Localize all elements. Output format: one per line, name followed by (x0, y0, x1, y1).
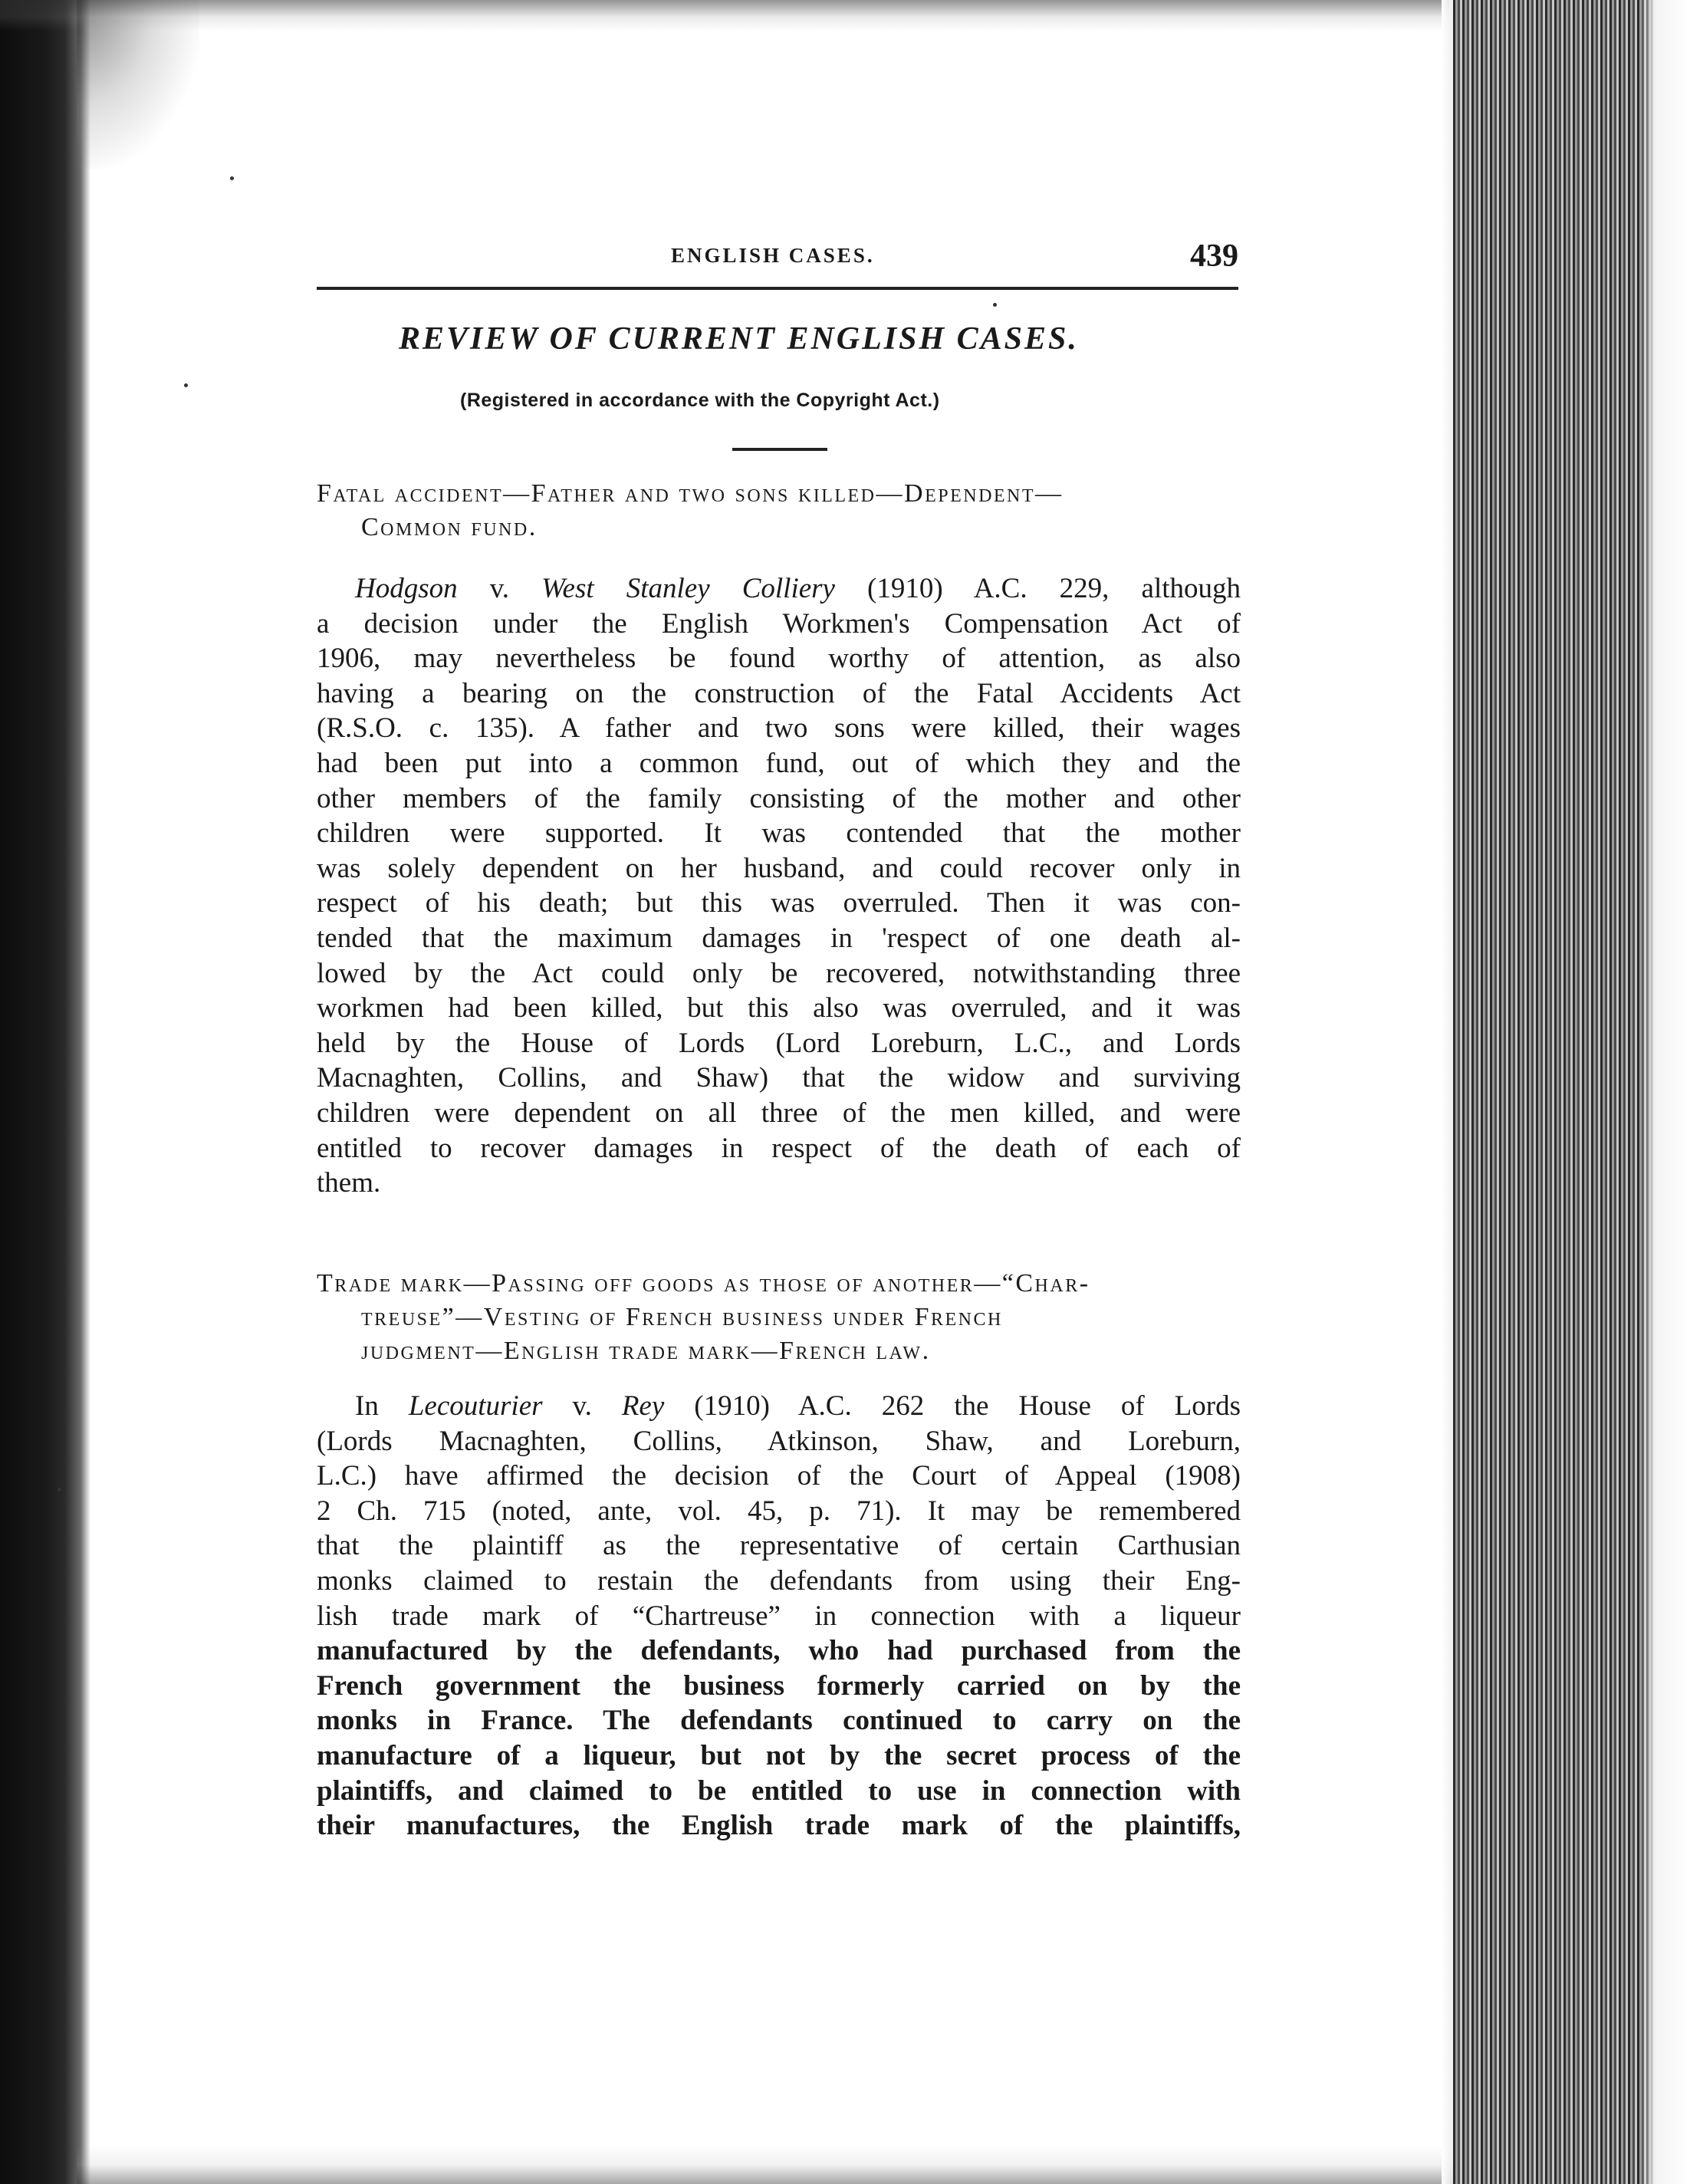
paragraph-line: manufacture of a liqueur, but not by the secret process of the (317, 1739, 1241, 1771)
heading-line: Common fund. (361, 513, 538, 541)
paragraph-line: them. (317, 1167, 381, 1199)
paragraph-line: plaintiffs, and claimed to be entitled to use in connection with (317, 1774, 1241, 1807)
heading-line: Fatal accident—Father and two sons killed—Dependent— (317, 479, 1064, 508)
paragraph-line: having a bearing on the construction of the Fatal Accidents Act (317, 677, 1241, 709)
heading-line: Trade mark—Passing off goods as those of another—“Char- (317, 1269, 1090, 1298)
paragraph-line: was solely dependent on her husband, and could recover only in (317, 852, 1241, 884)
paragraph-line: lowed by the Act could only be recovered, notwithstanding three (317, 957, 1241, 989)
case-party: Rey (621, 1390, 665, 1422)
paragraph-line: that the plaintiff as the representative of certain Carthusian (317, 1530, 1241, 1562)
case-citation: (1910) A.C. 229, (834, 573, 1142, 604)
section-title: REVIEW OF CURRENT ENGLISH CASES. (399, 321, 1079, 357)
short-divider (732, 448, 827, 451)
case-party: Lecouturier (408, 1390, 543, 1422)
paragraph-line: monks claimed to restain the defendants from using their Eng- (317, 1564, 1241, 1597)
heading-line: treuse”—Vesting of French business under French (361, 1303, 1003, 1331)
paragraph-line: Macnaghten, Collins, and Shaw) that the widow and surviving (317, 1062, 1241, 1094)
paragraph-text: although (1141, 573, 1241, 604)
paragraph-line: had been put into a common fund, out of which they and the (317, 747, 1241, 779)
paragraph-line: manufactured by the defendants, who had purchased from the (317, 1635, 1241, 1667)
paragraph-line: tended that the maximum damages in 'respect of one death al- (317, 922, 1241, 954)
paragraph-line: held by the House of Lords (Lord Loreburn, L.C., and Lords (317, 1027, 1241, 1059)
paragraph-line: (R.S.O. c. 135). A father and two sons were killed, their wages (317, 712, 1241, 745)
copyright-note: (Registered in accordance with the Copyright Act.) (460, 390, 940, 411)
paragraph-line: (Lords Macnaghten, Collins, Atkinson, Shaw, and Loreburn, (317, 1425, 1241, 1457)
paragraph-line: children were dependent on all three of the men killed, and were (317, 1097, 1241, 1129)
case-citation: (1910) A.C. 262 the House of Lords (664, 1390, 1241, 1422)
paragraph-line: workmen had been killed, but this also was overruled, and it was (317, 992, 1241, 1025)
case-versus: v. (542, 1390, 622, 1422)
paragraph-line: other members of the family consisting of the mother and other (317, 782, 1241, 814)
paragraph-line: L.C.) have affirmed the decision of the Court of Appeal (1908) (317, 1460, 1241, 1492)
paragraph-line: French government the business formerly carried on by the (317, 1669, 1241, 1702)
case-paragraph (317, 1389, 1241, 1844)
paragraph-line: monks in France. The defendants continued to carry on the (317, 1705, 1241, 1737)
case-heading (317, 477, 1244, 544)
paragraph-text: In (355, 1390, 409, 1422)
heading-line: judgment—English trade mark—French law. (361, 1337, 931, 1365)
case-party: West Stanley Colliery (541, 573, 835, 604)
paragraph-line: 2 Ch. 715 (noted, ante, vol. 45, p. 71). It may be remembered (317, 1495, 1241, 1527)
paragraph-line (317, 571, 1241, 607)
paragraph-line: lish trade mark of “Chartreuse” in connection with a liqueur (317, 1600, 1241, 1632)
paragraph-line: entitled to recover damages in respect of the death of each of (317, 1132, 1241, 1164)
case-paragraph (317, 571, 1241, 1201)
header-rule (317, 287, 1238, 290)
running-head (314, 238, 1238, 276)
paragraph-line: respect of his death; but this was overruled. Then it was con- (317, 887, 1241, 919)
case-heading (317, 1267, 1244, 1368)
case-party: Hodgson (355, 573, 458, 604)
case-versus: v. (457, 573, 542, 604)
page-number: 439 (1190, 238, 1238, 274)
paragraph-line: 1906, may nevertheless be found worthy of attention, as also (317, 643, 1241, 675)
paragraph-line (317, 1389, 1241, 1424)
paragraph-line: a decision under the English Workmen's Compensation Act of (317, 607, 1241, 640)
running-title: ENGLISH CASES. (671, 244, 875, 267)
paragraph-line: their manufactures, the English trade mark of the plaintiffs, (317, 1810, 1241, 1842)
paragraph-line: children were supported. It was contended that the mother (317, 817, 1241, 850)
